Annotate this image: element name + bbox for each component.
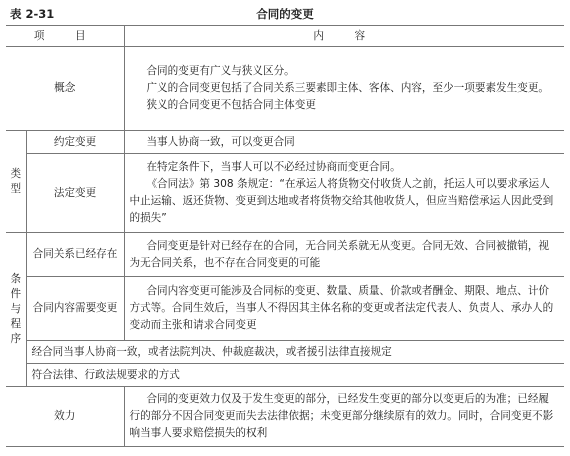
agreed-change-content: 当事人协商一致，可以变更合同	[124, 131, 564, 154]
row-agreed-change	[6, 131, 564, 154]
row-consensus	[6, 341, 564, 364]
statutory-line: 在特定条件下，当事人可以不必经过协商而变更合同。	[146, 161, 401, 173]
row-existing-relation	[6, 233, 564, 277]
concept-label: 概念	[6, 47, 124, 131]
effect-label: 效力	[6, 387, 124, 447]
row-concept	[6, 47, 564, 131]
row-statutory-change	[6, 154, 564, 233]
statutory-change-content	[124, 154, 564, 233]
statutory-change-label: 法定变更	[26, 154, 124, 233]
types-group-label: 类 型	[6, 131, 26, 233]
existing-relation-label: 合同关系已经存在	[26, 233, 124, 277]
existing-relation-content: 合同变更是针对已经存在的合同，无合同关系就无从变更。合同无效、合同被撤销，视为无合同关系，也不存在合同变更的可能	[124, 233, 564, 277]
concept-content	[124, 47, 564, 131]
table-number: 表 2-31	[10, 7, 55, 21]
concept-line: 合同的变更有广义与狭义区分。	[146, 65, 295, 77]
header-row	[6, 26, 564, 47]
content-change-label: 合同内容需要变更	[26, 277, 124, 341]
header-content: 内 容	[124, 26, 564, 47]
concept-line: 广义的合同变更包括了合同关系三要素即主体、客体、内容，至少一项要素发生变更。	[146, 82, 550, 94]
legal-form-content: 符合法律、行政法规要求的方式	[26, 364, 564, 387]
table-title: 合同的变更	[256, 7, 314, 21]
table-caption	[6, 4, 564, 24]
content-change-content: 合同内容变更可能涉及合同标的变更、数量、质量、价款或者酬金、期限、地点、计价方式等。合同生效后，当事人不得因其主体名称的变更或者法定代表人、负责人、承办人的变动而主张和请求合同变更	[124, 277, 564, 341]
contract-change-table	[6, 25, 564, 447]
agreed-change-label: 约定变更	[26, 131, 124, 154]
row-legal-form	[6, 364, 564, 387]
statutory-line: 《合同法》第 308 条规定：“在承运人将货物交付收货人之前，托运人可以要求承运人中止运输、返还货物、变更到达地或者将货物交给其他收货人，但应当赔偿承运人因此受到的损失”	[129, 178, 554, 224]
consensus-content: 经合同当事人协商一致，或者法院判决、仲裁庭裁决，或者援引法律直接规定	[26, 341, 564, 364]
conditions-group-label: 条 件 与 程 序	[6, 233, 26, 387]
concept-line: 狭义的合同变更不包括合同主体变更	[146, 99, 316, 111]
effect-content: 合同的变更效力仅及于发生变更的部分，已经发生变更的部分以变更后的为准；已经履行的部分不因合同变更而失去法律依据；未变更部分继续原有的效力。同时，合同变更不影响当事人要求赔偿损失的权利	[124, 387, 564, 447]
header-item: 项 目	[6, 26, 124, 47]
row-effect	[6, 387, 564, 447]
row-content-change	[6, 277, 564, 341]
